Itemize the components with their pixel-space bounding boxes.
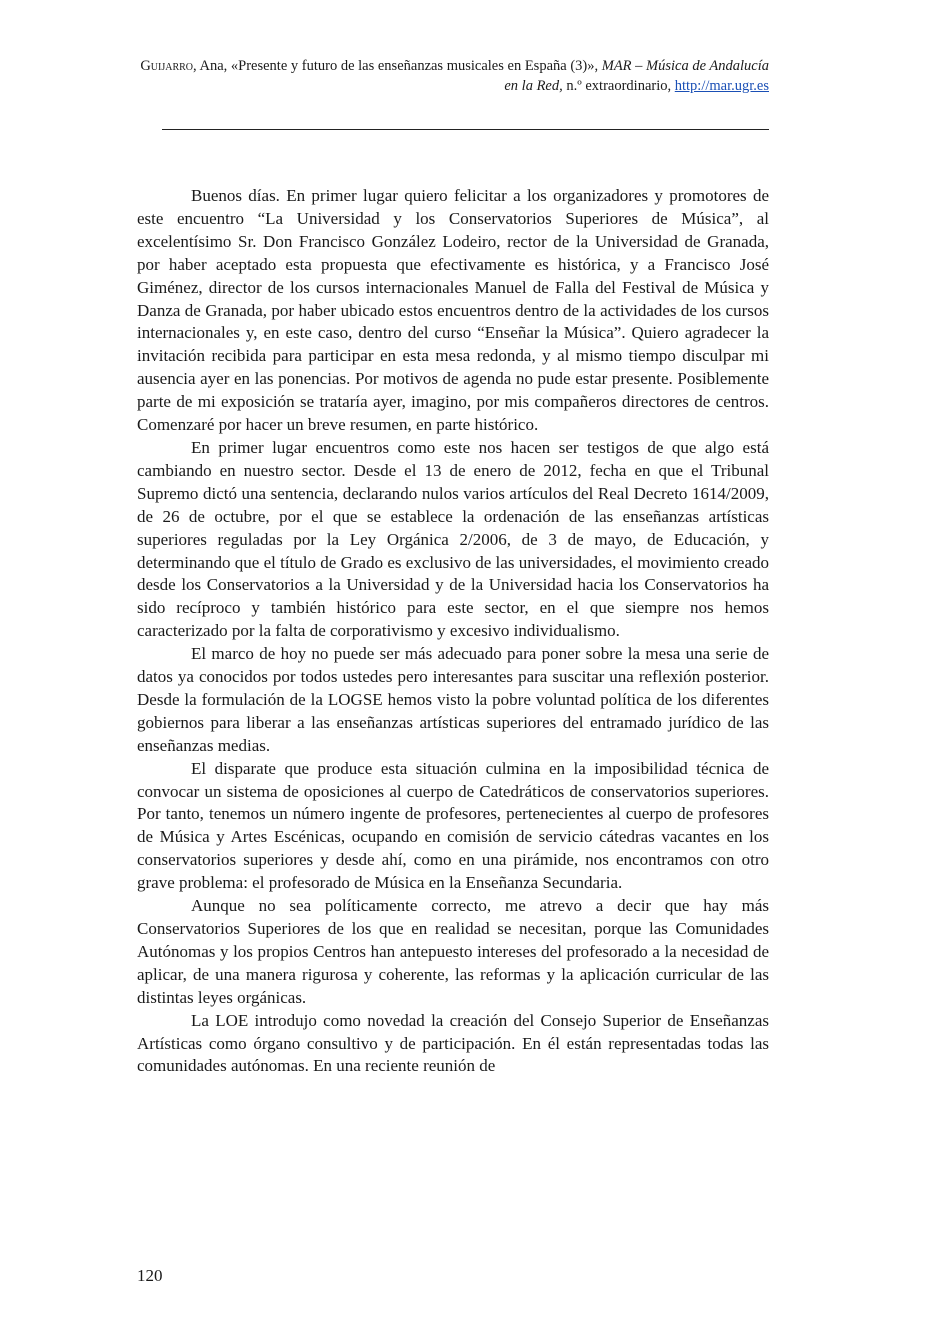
- author-surname: Guijarro: [140, 58, 194, 74]
- journal-name: MAR – Música de Andalucía en la Red,: [504, 58, 769, 94]
- author-and-title: , Ana, «Presente y futuro de las enseñanzas musicales en España (3)»,: [193, 58, 602, 74]
- paragraph: En primer lugar encuentros como este nos hacen ser testigos de que algo está cambiando en nuestro sector. Desde el 13 de enero de 2012, fecha en que el Tribunal Supremo dictó una sentencia, declarando nulos varios artículos del Real Decreto 1614/2009, de 26 de octubre, por el que se establece la ordenación de las enseñanzas artísticas superiores reguladas por la Ley Orgánica 2/2006, de 3 de mayo, de Educación, y determinando que el título de Grado es exclusivo de las universidades, el movimiento creado desde los Conservatorios a la Universidad y de la Universidad hacia los Conservatorios ha sido recíproco y también histórico para este sector, en el que siempre nos hemos caracterizado por la falta de corporativismo y excesivo individualismo.: [137, 437, 769, 641]
- paragraph: Buenos días. En primer lugar quiero felicitar a los organizadores y promotores de este encuentro “La Universidad y los Conservatorios Superiores de Música”, al excelentísimo Sr. Don Francisco González Lodeiro, rector de la Universidad de Granada, por haber aceptado esta propuesta que efectivamente es histórica, y a Francisco José Giménez, director de los cursos internacionales Manuel de Falla del Festival de Música y Danza de Granada, por haber ubicado estos encuentros dentro de la actividades de los cursos internacionales y, en este caso, dentro del curso “Enseñar la Música”. Quiero agradecer la invitación recibida para participar en esta mesa redonda, y al mismo tiempo disculpar mi ausencia ayer en las ponencias. Por motivos de agenda no pude estar presente. Posiblemente parte de mi exposición se trataría ayer, imagino, por mis compañeros directores de centros. Comenzaré por hacer un breve resumen, en parte histórico.: [137, 186, 769, 435]
- paragraph: El marco de hoy no puede ser más adecuado para poner sobre la mesa una serie de datos ya conocidos por todos ustedes pero interesantes para suscitar una reflexión posterior. Desde la formulación de la LOGSE hemos visto la pobre voluntad política de los diferentes gobiernos para liberar a las enseñanzas artísticas superiores del entramado jurídico de las enseñanzas medias.: [137, 644, 769, 755]
- article-body: [137, 185, 769, 1078]
- paragraph: La LOE introdujo como novedad la creación del Consejo Superior de Enseñanzas Artísticas como órgano consultivo y de participación. En él están representadas todas las comunidades autónomas. En una reciente reunión de: [137, 1010, 769, 1076]
- page-number: 120: [137, 1266, 163, 1285]
- paragraph: El disparate que produce esta situación culmina en la imposibilidad técnica de convocar un sistema de oposiciones al cuerpo de Catedráticos de conservatorios superiores. Por tanto, tenemos un número ingente de profesores, pertenecientes al cuerpo de profesores de Música y Artes Escénicas, ocupando en comisión de servicio cátedras vacantes en los conservatorios superiores y desde ahí, como en una pirámide, nos encontramos con otro grave problema: el profesorado de Música en la Enseñanza Secundaria.: [137, 758, 769, 893]
- issue-info: n.º extraordinario,: [562, 78, 675, 94]
- running-header: [137, 56, 769, 96]
- journal-link[interactable]: http://mar.ugr.es: [674, 78, 769, 94]
- paragraph: Aunque no sea políticamente correcto, me atrevo a decir que hay más Conservatorios Superiores de los que en realidad se necesitan, porque las Comunidades Autónomas y los propios Centros han antepuesto intereses del profesorado a la necesidad de aplicar, de una manera rigurosa y coherente, las reformas y la aplicación curricular de las distintas leyes orgánicas.: [137, 896, 769, 1007]
- header-rule: [162, 129, 769, 130]
